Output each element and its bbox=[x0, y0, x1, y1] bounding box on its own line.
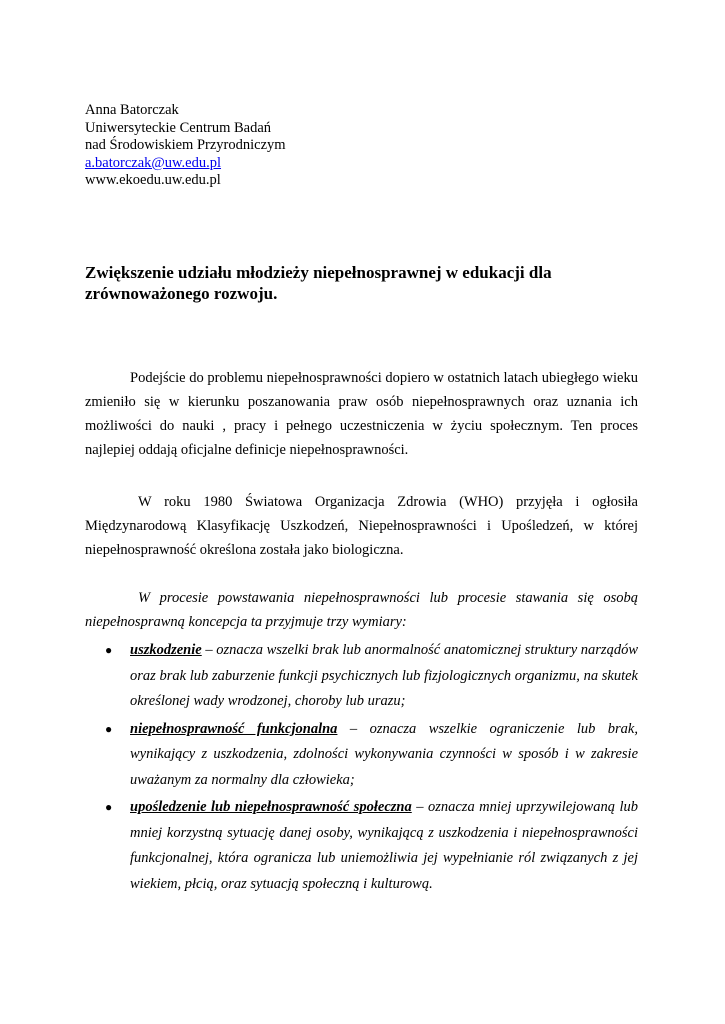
document-title: Zwiększenie udziału młodzieży niepełnosprawnej w edukacji dla zrównoważonego rozwoju. bbox=[85, 263, 552, 303]
list-item bbox=[85, 795, 638, 897]
list-item bbox=[85, 638, 638, 715]
term-niepelnosprawnosc-funkcjonalna: niepełnosprawność funkcjonalna bbox=[130, 720, 338, 737]
dimensions-list bbox=[85, 638, 638, 899]
definition-uposledzenie: – oznacza mniej uprzywilejowaną lub mniej korzystną sytuację danej osoby, wynikającą z uszkodzenia i niepełnosprawności funkcjonalnej, która ogranicza lub uniemożliwia jej wypełnianie ról związanych z jej wiekiem, płcią, oraz sytuacją społeczną i kulturową. bbox=[130, 799, 638, 892]
bullet-icon: ● bbox=[105, 800, 113, 814]
paragraph-dimensions-intro: W procesie powstawania niepełnosprawności lub procesie stawania się osobą niepełnosprawną koncepcja ta przyjmuje trzy wymiary: bbox=[85, 590, 638, 630]
bullet-icon: ● bbox=[105, 643, 113, 657]
bullet-icon: ● bbox=[105, 721, 113, 736]
author-name: Anna Batorczak bbox=[85, 102, 179, 118]
definition-uszkodzenie: – oznacza wszelki brak lub anormalność anatomicznej struktury narządów oraz brak lub zaburzenie funkcji psychicznych lub fizjologicznych organizmu, na skutek określonej wady wrodzonej, choroby lub urazu; bbox=[130, 642, 638, 709]
term-uszkodzenie: uszkodzenie bbox=[130, 642, 202, 658]
definition-niepelnosprawnosc-funkcjonalna: – oznacza wszelkie ograniczenie lub brak, wynikający z uszkodzenia, zdolności wykonywania czynności w sposób i w zakresie uważanym za normalny dla człowieka; bbox=[130, 720, 638, 788]
term-uposledzenie: upośledzenie lub niepełnosprawność społeczna bbox=[130, 799, 412, 815]
author-block bbox=[85, 102, 286, 190]
list-item bbox=[85, 717, 638, 794]
paragraph-who-1980: W roku 1980 Światowa Organizacja Zdrowia (WHO) przyjęła i ogłosiła Międzynarodową Klasyfikację Uszkodzeń, Niepełnosprawności i Upośledzeń, w której niepełnosprawność określona została jako biologiczna. bbox=[85, 494, 638, 558]
paragraph-intro: Podejście do problemu niepełnosprawności dopiero w ostatnich latach ubiegłego wieku zmieniło się w kierunku poszanowania praw osób niepełnosprawnych oraz uznania ich możliwości do nauki , pracy i pełnego uczestniczenia w życiu społecznym. Ten proces najlepiej oddają oficjalne definicje niepełnosprawności. bbox=[85, 370, 638, 458]
affiliation-line-1: Uniwersyteckie Centrum Badań bbox=[85, 119, 272, 136]
affiliation-line-2: nad Środowiskiem Przyrodniczym bbox=[85, 137, 286, 153]
email-link[interactable]: a.batorczak@uw.edu.pl bbox=[85, 154, 222, 171]
website-text: www.ekoedu.uw.edu.pl bbox=[85, 172, 221, 188]
email-line bbox=[85, 155, 286, 173]
